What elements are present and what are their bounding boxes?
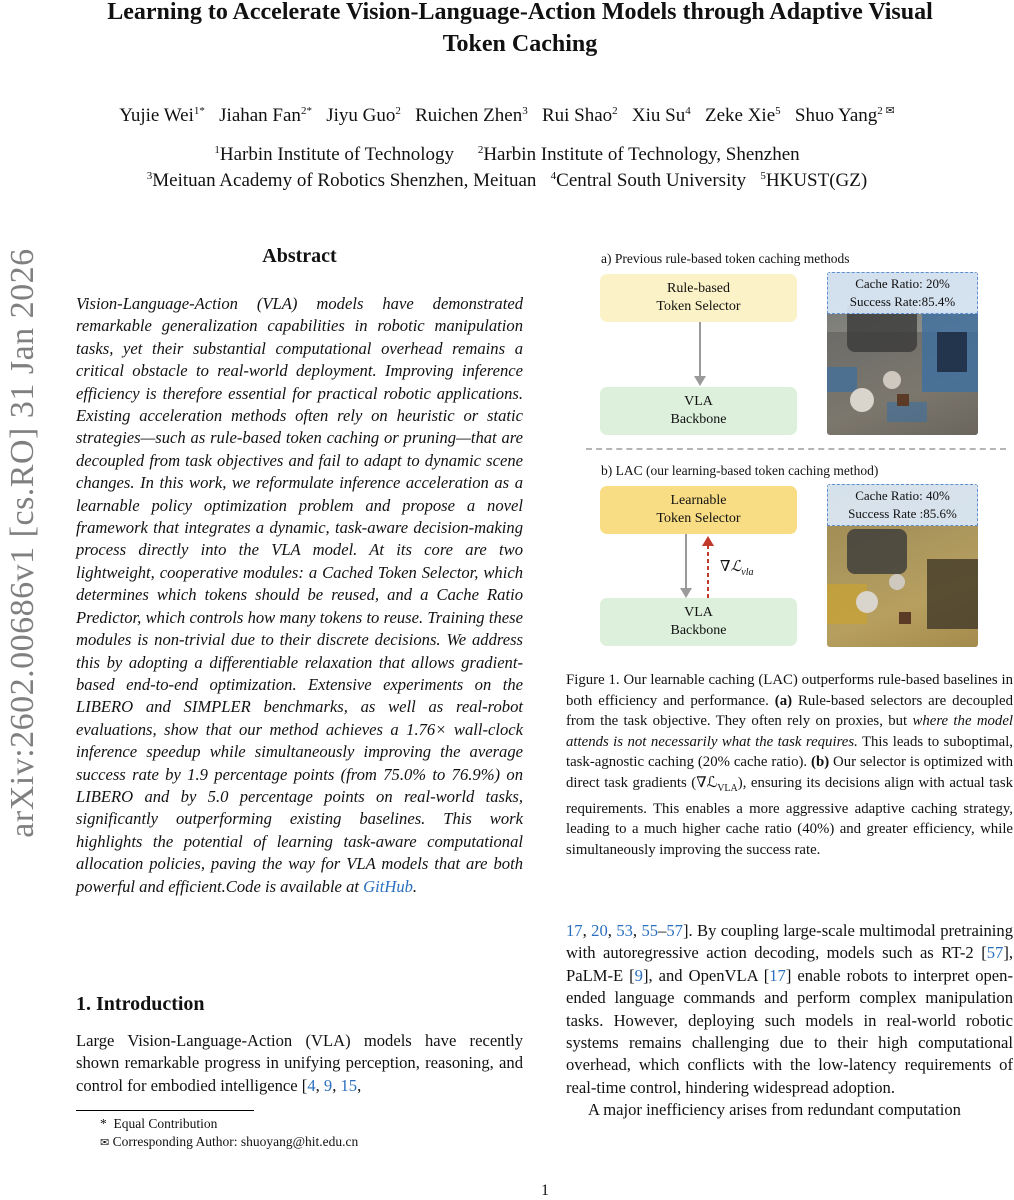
citation-link[interactable]: 17: [769, 965, 786, 985]
citation-link[interactable]: 55: [641, 921, 659, 940]
citation-link[interactable]: 20: [591, 921, 608, 940]
intro-heading: 1. Introduction: [76, 993, 205, 1015]
right-column-body: 17, 20, 53, 55–57]. By coupling large-scale multimodal pretraining with autoregressive action decoding, models such as RT-2 [57], PaLM-E [9], and OpenVLA [17] enable robots to interpret open-ended language commands and perform complex manipulation tasks. However, deploying such models in real-world robotic systems remains challenging due to their high computational overhead, which conflicts with the low-latency requirements of real-time control, hindering widespread adoption. A major inefficiency arises from redundant computation: [566, 920, 1013, 1122]
title-line-2: Token Caching: [442, 31, 598, 57]
affiliations-line-2: $^3$Meituan Academy of Robotics Shenzhen, Meituan $^4$Central South University $^5$HKUST(GZ): [146, 170, 868, 191]
author: Yujie Wei$^{1*}$: [119, 105, 205, 126]
citation-link[interactable]: 9: [323, 1075, 333, 1095]
cache-ratio-b: Cache Ratio: 40%: [855, 488, 950, 503]
citation-link[interactable]: 17: [566, 921, 583, 940]
author: Jiyu Guo$^2$: [326, 105, 401, 126]
stats-tag-a: [827, 272, 978, 314]
stats-tag-b: [827, 484, 978, 526]
author: Xiu Su$^4$: [631, 105, 691, 126]
citation-link[interactable]: 15: [340, 1075, 358, 1095]
robot-photo-b: [827, 484, 978, 647]
figure-label-b: b) LAC (our learning-based token caching method): [601, 463, 879, 478]
paper-title: [40, 0, 1000, 60]
footnote-rule: [76, 1110, 254, 1111]
figure-divider: [586, 448, 1006, 450]
cache-ratio-a: Cache Ratio: 20%: [855, 276, 950, 291]
title-line-1: Learning to Accelerate Vision-Language-Action Models through Adaptive Visual: [107, 0, 933, 25]
github-link[interactable]: GitHub: [363, 876, 413, 896]
affiliation-1: Harbin Institute of Technology: [219, 144, 455, 165]
intro-body: Large Vision-Language-Action (VLA) models have recently shown remarkable progress in unifying perception, reasoning, and control for embodied intelligence [4, 9, 15,: [76, 1031, 523, 1095]
success-rate-a: Success Rate:85.4%: [849, 294, 956, 309]
affiliation-5: HKUST(GZ): [765, 170, 868, 191]
page-number: 1: [541, 1182, 549, 1199]
footnote-equal: * Equal Contribution: [100, 1116, 218, 1131]
affiliations-line-1: $^1$Harbin Institute of Technology $^2$Harbin Institute of Technology, Shenzhen: [214, 144, 800, 165]
gradient-arrows: [676, 534, 720, 598]
affiliation-4: Central South University: [556, 170, 747, 191]
author: Shuo Yang$^{2 ✉}$: [794, 105, 895, 126]
vla-backbone-box-b: VLA Backbone: [600, 598, 797, 646]
author: Rui Shao$^2$: [541, 105, 618, 126]
success-rate-b: Success Rate :85.6%: [848, 506, 957, 521]
citation-link[interactable]: 53: [616, 921, 633, 940]
affiliation-3: Meituan Academy of Robotics Shenzhen, Meituan: [152, 170, 537, 191]
abstract-body: Vision-Language-Action (VLA) models have demonstrated remarkable generalization capabilities in robotic manipulation tasks, yet their substantial computational overhead remains a critical obstacle to real-world deployment. Improving inference efficiency is therefore essential for practical robotic applications. Existing acceleration methods often rely on heuristic or static strategies—such as rule-based token caching or pruning—that are decoupled from task objectives and fail to adapt to dynamic scene changes. In this work, we reformulate inference acceleration as a learnable policy optimization problem and propose a novel framework that integrates a dynamic, task-aware decision-making process directly into the VLA model. At its core are two lightweight, cooperative modules: a Cached Token Selector, which determines which tokens should be reused, and a Cache Ratio Predictor, which controls how many tokens to reuse. Training these modules is non-trivial due to their discrete decisions. We address this by adopting a differentiable relaxation that allows gradient-based end-to-end optimization. Extensive experiments on the LIBERO and SIMPLER benchmarks, as well as real-robot evaluations, show that our method achieves a 1.76× wall-clock inference speedup while simultaneously improving the average success rate by 1.9 percentage points (from 75.0% to 76.9%) on LIBERO and by 5.0 percentage points on real-world tasks, significantly outperforming existing baselines. This work highlights the potential of learning task-aware computational allocation policies, paving the way for VLA models that are both powerful and efficient.Code is available at GitHub.: [76, 294, 523, 896]
right-paragraph-2: A major inefficiency arises from redundant computation: [588, 1100, 961, 1120]
rule-based-selector-box: Rule-based Token Selector: [600, 274, 797, 322]
author: Zeke Xie$^5$: [704, 105, 781, 126]
abstract-heading: Abstract: [262, 245, 337, 267]
author: Jiahan Fan$^{2*}$: [219, 105, 312, 126]
robot-photo-a: [827, 272, 978, 435]
affiliation-2: Harbin Institute of Technology, Shenzhen: [483, 144, 800, 165]
gradient-label: ∇ℒ$_{vla}$: [720, 559, 754, 578]
author: Ruichen Zhen$^3$: [415, 105, 528, 126]
citation-link[interactable]: 57: [666, 921, 683, 940]
author-list: [0, 103, 1014, 129]
vla-backbone-box-a: VLA Backbone: [600, 387, 797, 435]
figure-caption: Figure 1. Our learnable caching (LAC) outperforms rule-based baselines in both efficiency and performance. (a) Rule-based selectors are decoupled from the task objective. They often rely on proxies, but where the model attends is not necessarily what the task requires. This leads to suboptimal, task-agnostic caching (20% cache ratio). (b) Our selector is optimized with direct task gradients (∇ℒ$_{VLA}$), ensuring its decisions align with actual task requirements. This enables a more aggressive adaptive caching strategy, leading to a much higher cache ratio (40%) and greater efficiency, while simultaneously improving the success rate.: [566, 672, 1014, 858]
citation-link[interactable]: 9: [634, 965, 643, 985]
learnable-selector-box: Learnable Token Selector: [600, 486, 797, 534]
citation-link[interactable]: 4: [307, 1075, 316, 1095]
footnote-corresponding: ✉ Corresponding Author: shuoyang@hit.edu.cn: [100, 1134, 359, 1149]
citation-link[interactable]: 57: [986, 943, 1004, 963]
figure-label-a: a) Previous rule-based token caching methods: [601, 251, 850, 266]
arxiv-stamp: arXiv:2602.00686v1 [cs.RO] 31 Jan 2026: [4, 248, 41, 838]
arrow-down-a: [690, 322, 710, 386]
